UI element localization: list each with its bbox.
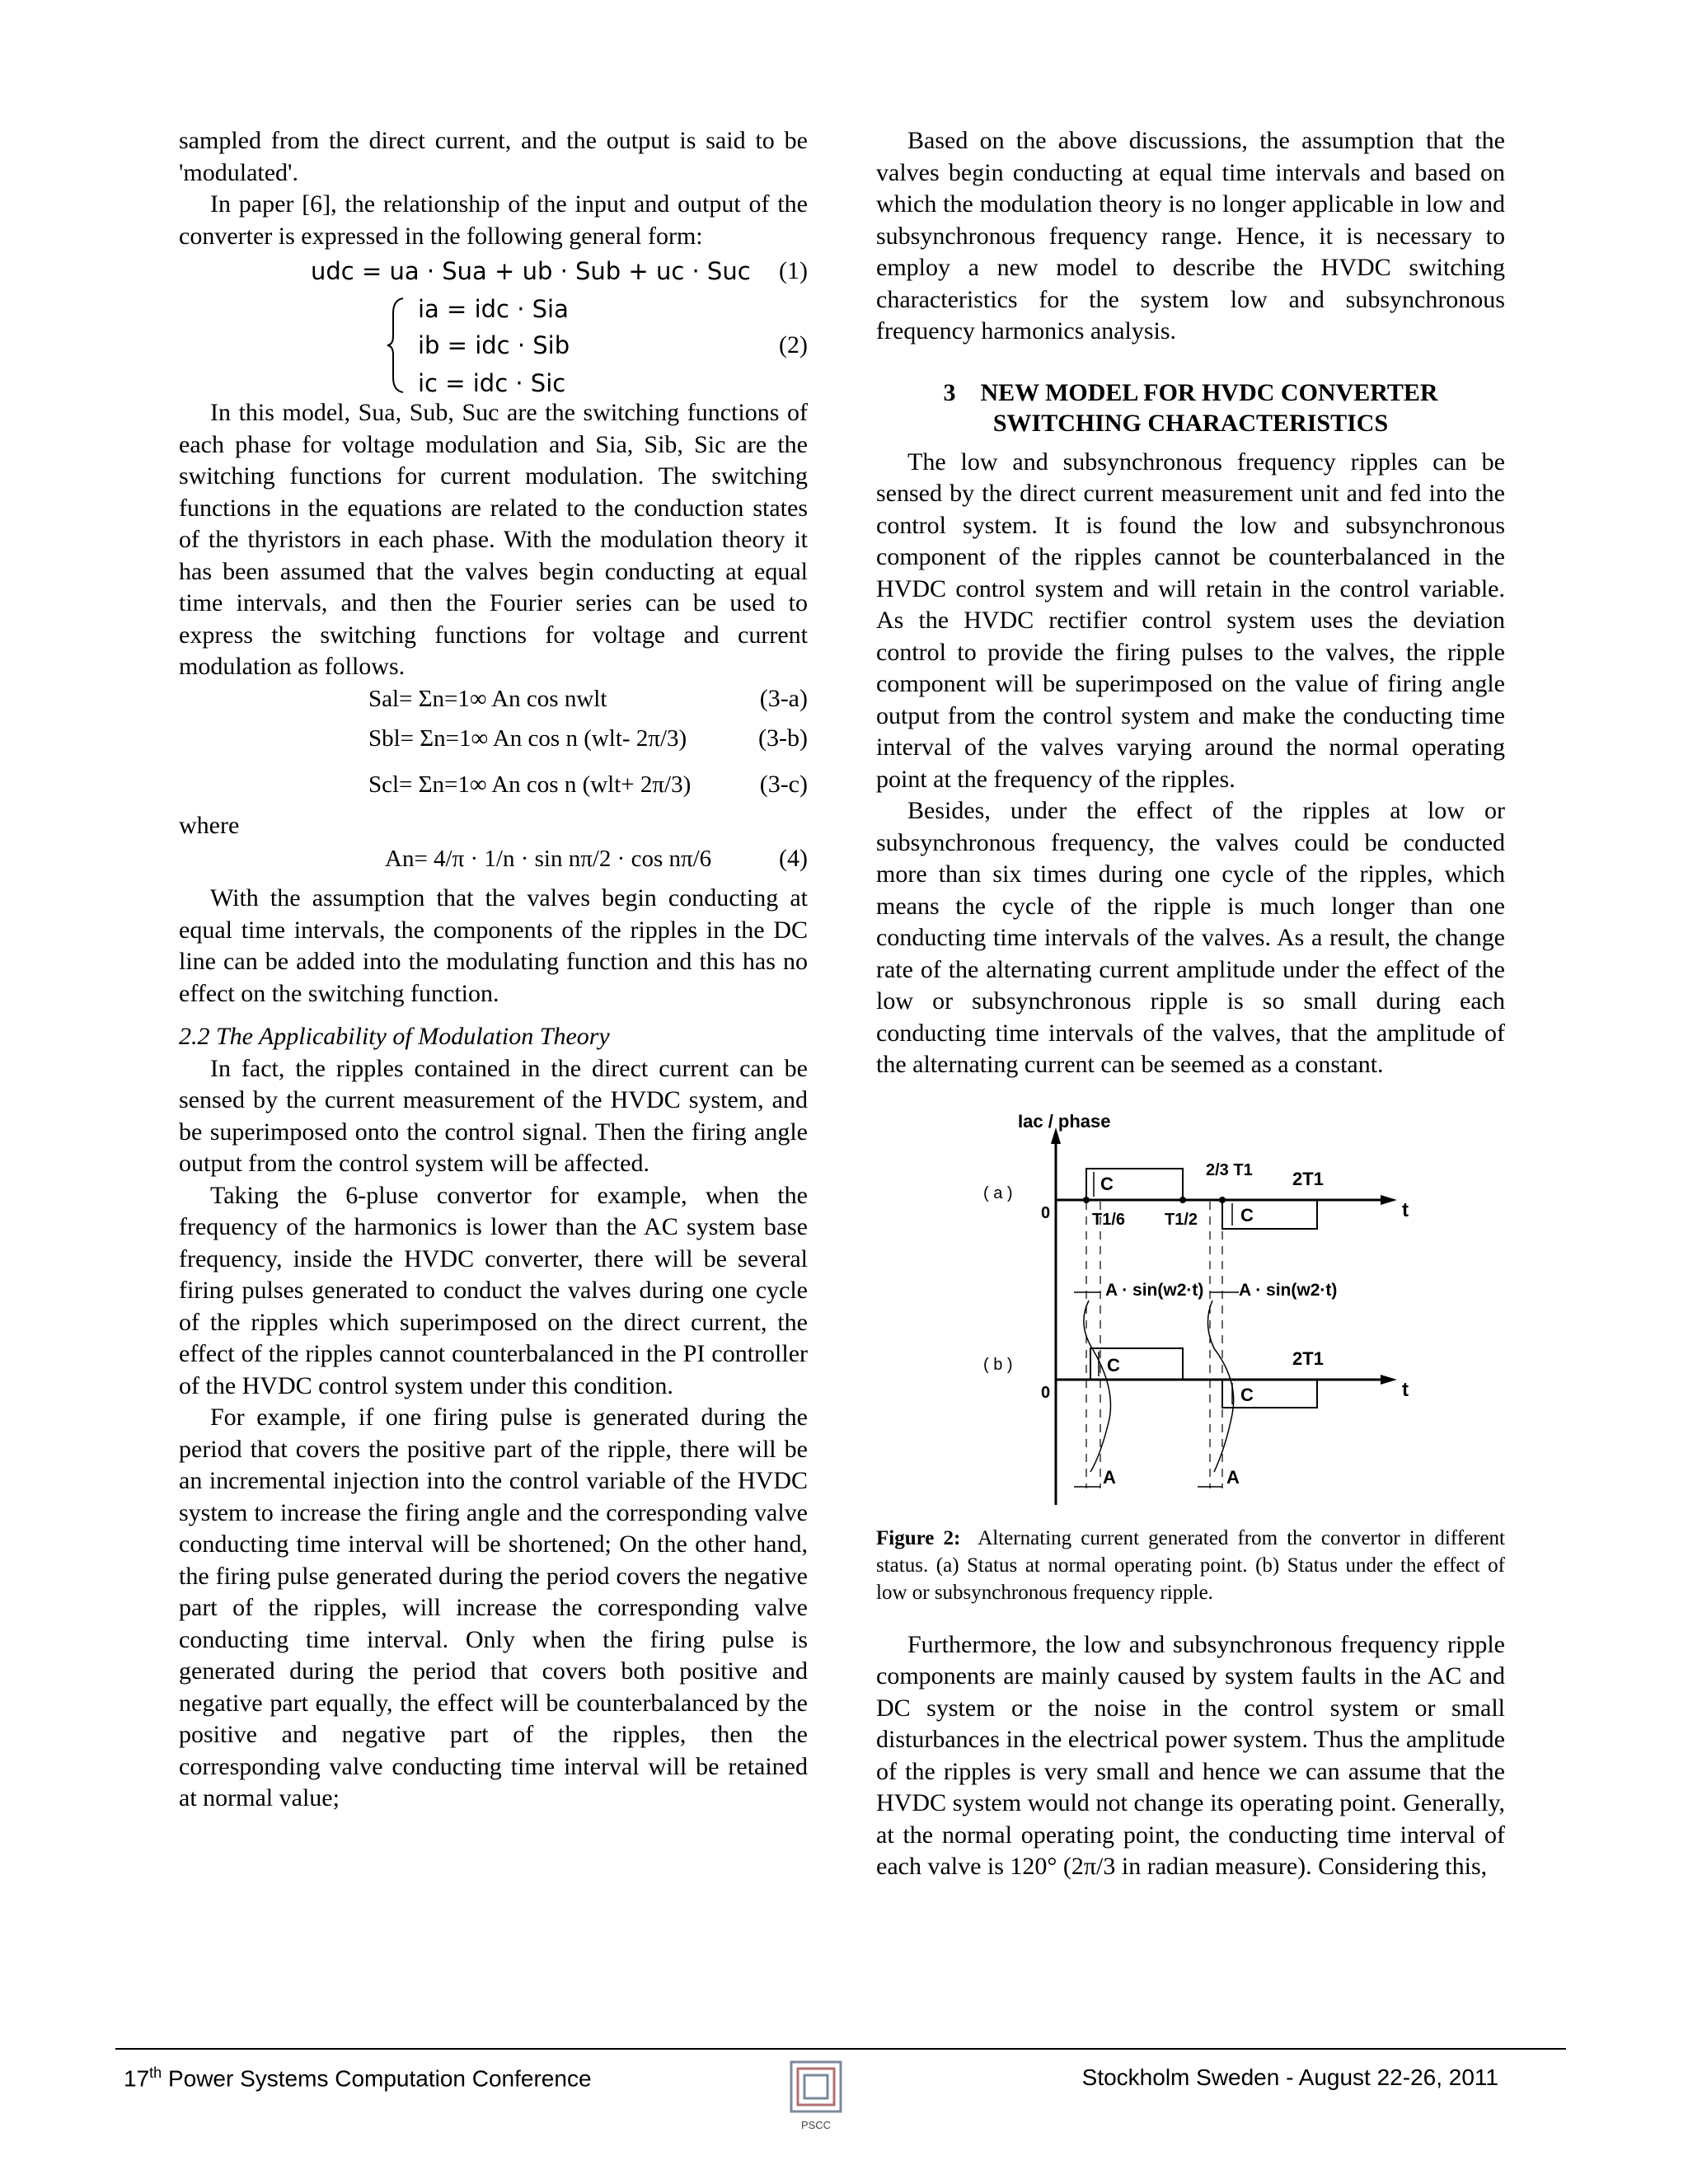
equation-line: ic = idc · Sic (418, 369, 566, 397)
label-b: ( b ) (983, 1355, 1013, 1374)
subsection-heading: 2.2 The Applicability of Modulation Theory (179, 1023, 610, 1050)
zero-label: 0 (1041, 1383, 1051, 1402)
where-label: where (179, 811, 240, 839)
ripple-label: A · sin(w2·t) (1239, 1280, 1338, 1300)
section-title: SWITCHING CHARACTERISTICS (992, 409, 1389, 437)
equation-body: An= 4/π · 1/n · sin nπ/2 · cos nπ/6 (385, 846, 712, 872)
equation-number: (3-a) (759, 684, 808, 712)
equation-number: (2) (779, 331, 808, 359)
footer-conference (124, 2064, 592, 2092)
equation-4 (179, 841, 808, 883)
equation-body: udc = ua · Sua + ub · Sub + uc · Suc (311, 257, 751, 285)
footer-location: Stockholm Sweden - August 22-26, 2011 (1081, 2064, 1498, 2090)
two-t1-label: 2T1 (1292, 1168, 1324, 1189)
left-column (179, 125, 808, 1815)
footer-rule (115, 2048, 1566, 2050)
x-axis-label: t (1402, 1198, 1409, 1221)
c-label: C (1240, 1204, 1254, 1226)
paragraph: Furthermore, the low and subsynchronous frequency ripple components are mainly caused by system faults in the AC and DC system or the noise in the control system or small disturbances in the electrical power system. Thus the amplitude of the ripples is very small and hence we can assume that the HVDC system would not change its operating point. Generally, at the normal operating point, the conducting time interval of each valve is 120° (2π/3 in radian measure). Considering this, (876, 1630, 1505, 1880)
section-number: 3 (943, 378, 956, 406)
paragraph: Based on the above discussions, the assumption that the valves begin conducting at equal time intervals and based on which the modulation theory is no longer applicable in low and subsynchronous frequency range. Hence, it is necessary to employ a new model to describe the HVDC switching characteristics for the system low and subsynchronous frequency harmonics analysis. (876, 127, 1505, 344)
x-axis-label: t (1402, 1378, 1409, 1401)
x-axis-arrow-b (1381, 1375, 1397, 1385)
equation-3b (179, 718, 808, 764)
equation-line: ia = idc · Sia (418, 295, 569, 323)
y-axis-label: Iac / phase (1018, 1110, 1111, 1132)
paragraph: In fact, the ripples contained in the direct current can be sensed by the current measurement of the HVDC system, and be superimposed onto the control signal. Then the firing angle output from the control system will be affected. (179, 1054, 808, 1177)
footer-ordinal: 17 (124, 2065, 150, 2092)
paragraph: sampled from the direct current, and the output is said to be 'modulated'. (179, 127, 808, 186)
a-label: A (1103, 1466, 1116, 1488)
c-label: C (1107, 1354, 1120, 1376)
equation-number: (1) (779, 257, 808, 284)
equation-line: ib = idc · Sib (418, 331, 570, 359)
ripple-curve (1207, 1301, 1233, 1472)
marker (1179, 1197, 1186, 1203)
paragraph: Taking the 6-pluse convertor for example, when the frequency of the harmonics is lower than the AC system base frequency, inside the HVDC converter, there will be several firing pulses generated to conduct the valves during one cycle of the ripples which superimposed on the direct current, the effect of the ripples cannot counterbalanced in the PI controller of the HVDC control system under this condition. (179, 1181, 808, 1399)
caption-text: Alternating current generated from the convertor in different status. (a) Status at normal operating point. (b) Status under the effect of low or subsynchronous frequency ripple. (876, 1526, 1505, 1604)
equation-number: (4) (779, 845, 808, 872)
footer-ordinal-suffix: th (149, 2064, 162, 2081)
zero-label: 0 (1041, 1203, 1051, 1222)
paragraph: In this model, Sua, Sub, Suc are the switching functions of each phase for voltage modulation and Sia, Sib, Sic are the switching functions for current modulation. The switching functions in the equations are related to the conduction states of the thyristors in each phase. With the modulation theory it has been assumed that the valves begin conducting at equal time intervals, and then the Fourier series can be used to express the switching functions for voltage and current modulation as follows. (179, 399, 808, 680)
pulse-negative-a (1222, 1200, 1317, 1229)
c-label: C (1100, 1173, 1114, 1194)
equation-1 (179, 252, 808, 290)
right-column (876, 125, 1505, 1883)
logo-text: PSCC (800, 2119, 832, 2131)
label-a: ( a ) (983, 1183, 1013, 1202)
footer-conference-name: Power Systems Computation Conference (162, 2065, 592, 2092)
paragraph: The low and subsynchronous frequency ripples can be sensed by the direct current measurement unit and fed into the control system. It is found the low and subsynchronous component of the ripples cannot be counterbalanced in the HVDC control system and will retain in the control variable. As the HVDC rectifier control system uses the deviation control to provide the firing pulses to the valves, the ripple component will be superimposed on the value of firing angle output from the control system and make the conducting time interval of the valves varying around the normal operating point at the frequency of the ripples. (876, 448, 1505, 793)
equation-number: (3-c) (759, 770, 808, 798)
two-third-t1-label: 2/3 T1 (1206, 1160, 1253, 1179)
equation-3c (179, 764, 808, 810)
equation-2 (179, 290, 808, 397)
ripple-curve (1084, 1301, 1111, 1472)
t1-6-label: T1/6 (1092, 1210, 1126, 1229)
t1-2-label: T1/2 (1165, 1210, 1198, 1229)
section-heading (876, 377, 1505, 438)
paragraph: With the assumption that the valves begin conducting at equal time intervals, the components of the ripples in the DC line can be added into the modulating function and this has no effect on the switching function. (179, 884, 808, 1007)
caption-label: Figure 2: (876, 1526, 961, 1549)
pscc-logo (787, 2058, 845, 2140)
two-t1-label: 2T1 (1292, 1347, 1324, 1369)
paragraph: In paper [6], the relationship of the input and output of the converter is expressed in the following general form: (179, 190, 808, 250)
equation-body: Sbl= Σn=1∞ An cos n (wlt- 2π/3) (368, 724, 687, 752)
ripple-label: A · sin(w2·t) (1105, 1280, 1204, 1300)
equation-number: (3-b) (758, 724, 808, 752)
section-title: NEW MODEL FOR HVDC CONVERTER (980, 378, 1438, 406)
figure-caption (876, 1525, 1505, 1606)
pscc-logo-icon (787, 2058, 845, 2140)
equation-body: Sal= Σn=1∞ An cos nwlt (368, 685, 607, 712)
pulse-negative-b (1222, 1380, 1317, 1408)
figure-2 (876, 1109, 1505, 1513)
a-label: A (1226, 1466, 1240, 1488)
x-axis-arrow-a (1381, 1195, 1397, 1205)
paragraph: For example, if one firing pulse is generated during the period that covers the positive part of the ripple, there will be an incremental injection into the control variable of the HVDC system to increase the firing angle and the corresponding valve conducting time interval will be shortened; On the other hand, the firing pulse generated during the period covers the negative part of the ripples, will increase the corresponding valve conducting time interval. Only when the firing pulse is generated during the period that covers both positive and negative part equally, the effect will be counterbalanced by the positive and negative part of the ripples, then the corresponding valve conducting time interval will be retained at normal value; (179, 1404, 808, 1811)
c-label: C (1240, 1384, 1254, 1405)
equation-body: Scl= Σn=1∞ An cos n (wlt+ 2π/3) (368, 771, 692, 798)
brace-icon (387, 297, 405, 394)
equation-3a (179, 683, 808, 718)
paragraph: Besides, under the effect of the ripples at low or subsynchronous frequency, the valves could be conducted more than six times during one cycle of the ripples, which means the cycle of the ripple is much longer than one conducting time intervals of the valves. As a result, the change rate of the alternating current amplitude under the effect of the low or subsynchronous ripple is so small during each conducting time intervals of the valves, that the amplitude of the alternating current can be seemed as a constant. (876, 797, 1505, 1078)
